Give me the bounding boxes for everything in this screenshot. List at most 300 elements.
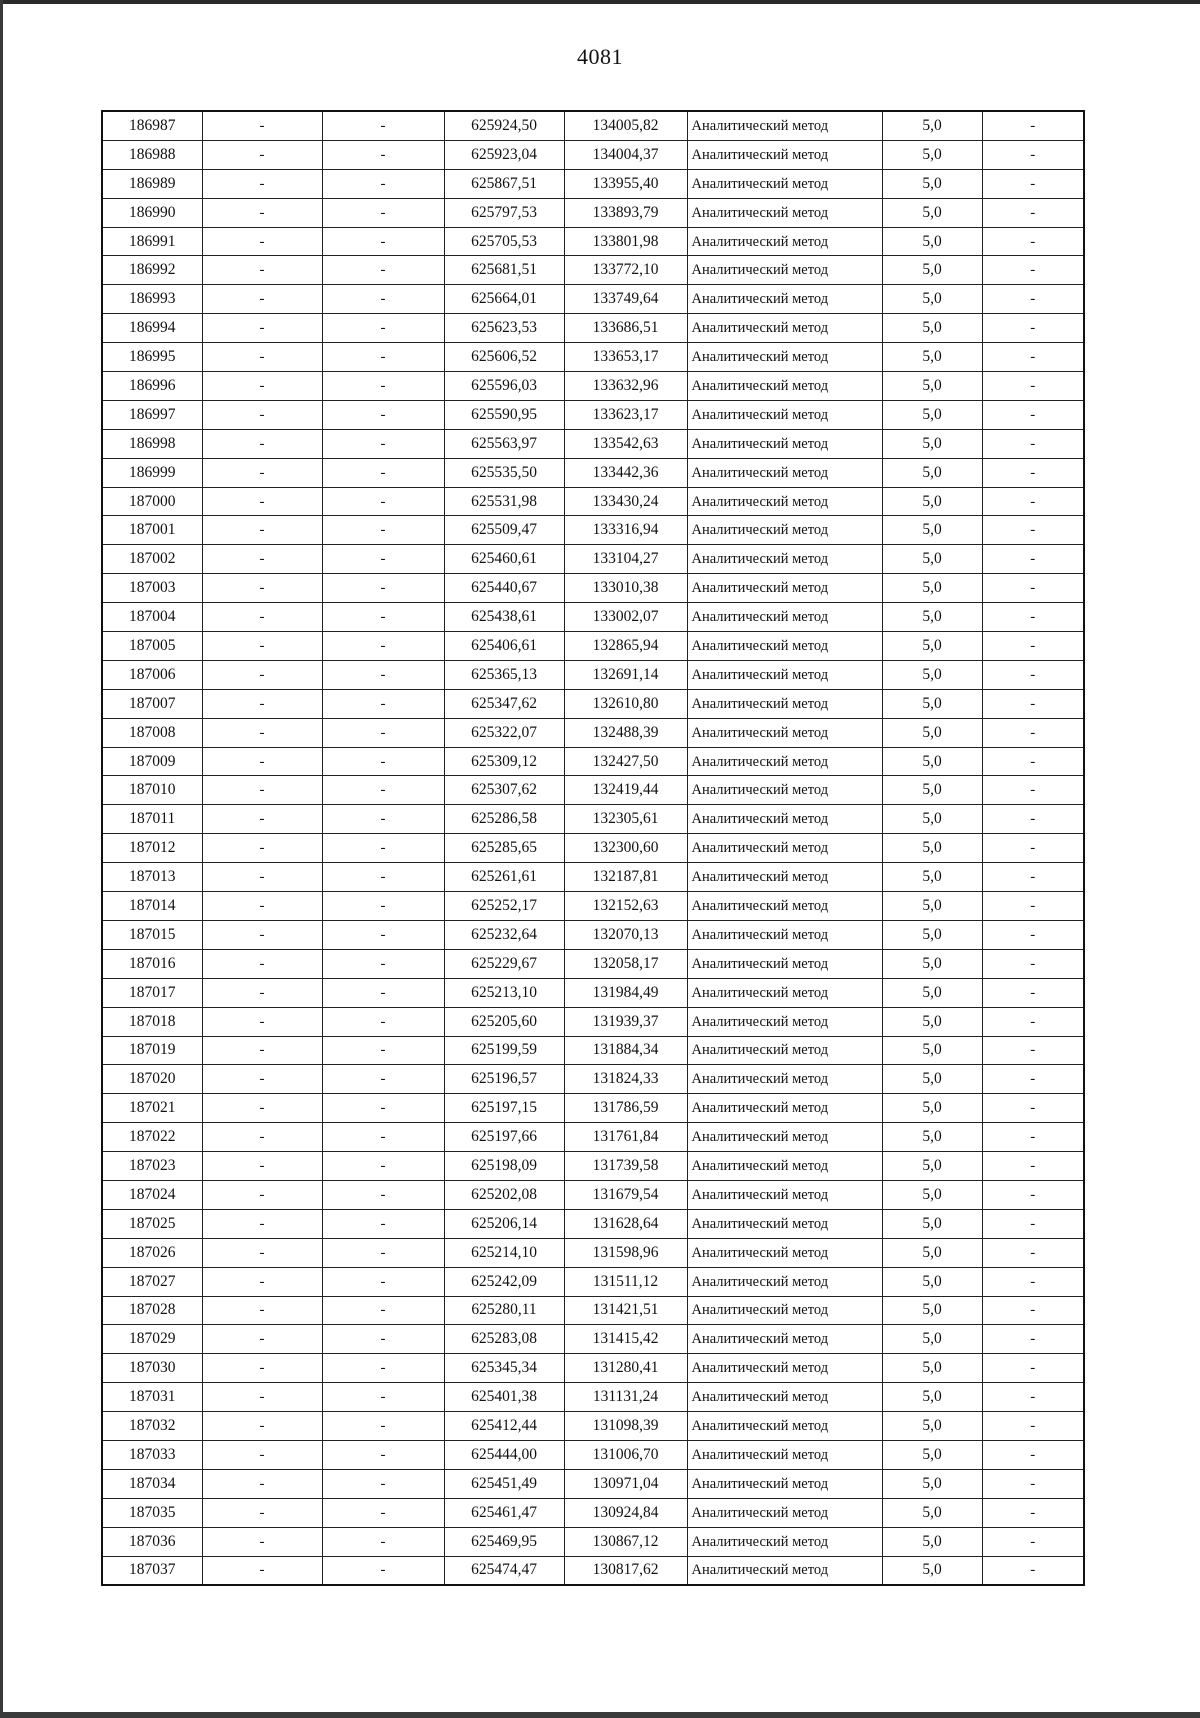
table-row xyxy=(102,314,1084,343)
accuracy-cell: 5,0 xyxy=(882,1383,982,1412)
col3-cell: - xyxy=(322,458,444,487)
col8-cell: - xyxy=(982,314,1084,343)
x-coordinate-cell: 625681,51 xyxy=(444,256,564,285)
col8-cell: - xyxy=(982,1325,1084,1354)
table-row xyxy=(102,1123,1084,1152)
table-row xyxy=(102,458,1084,487)
accuracy-cell: 5,0 xyxy=(882,574,982,603)
table-row xyxy=(102,1152,1084,1181)
y-coordinate-cell: 132419,44 xyxy=(564,776,687,805)
accuracy-cell: 5,0 xyxy=(882,314,982,343)
table-row xyxy=(102,1180,1084,1209)
x-coordinate-cell: 625461,47 xyxy=(444,1498,564,1527)
table-row xyxy=(102,487,1084,516)
point-number-cell: 187027 xyxy=(102,1267,202,1296)
y-coordinate-cell: 133104,27 xyxy=(564,545,687,574)
accuracy-cell: 5,0 xyxy=(882,978,982,1007)
point-number-cell: 187017 xyxy=(102,978,202,1007)
table-row xyxy=(102,256,1084,285)
col2-cell: - xyxy=(202,1238,322,1267)
point-number-cell: 187000 xyxy=(102,487,202,516)
col8-cell: - xyxy=(982,1383,1084,1412)
col2-cell: - xyxy=(202,689,322,718)
x-coordinate-cell: 625509,47 xyxy=(444,516,564,545)
method-cell: Аналитический метод xyxy=(687,632,882,661)
y-coordinate-cell: 133316,94 xyxy=(564,516,687,545)
col2-cell: - xyxy=(202,1354,322,1383)
col3-cell: - xyxy=(322,834,444,863)
method-cell: Аналитический метод xyxy=(687,834,882,863)
col8-cell: - xyxy=(982,256,1084,285)
col8-cell: - xyxy=(982,111,1084,140)
method-cell: Аналитический метод xyxy=(687,1498,882,1527)
point-number-cell: 187031 xyxy=(102,1383,202,1412)
point-number-cell: 186998 xyxy=(102,429,202,458)
method-cell: Аналитический метод xyxy=(687,747,882,776)
x-coordinate-cell: 625252,17 xyxy=(444,892,564,921)
table-row xyxy=(102,343,1084,372)
x-coordinate-cell: 625797,53 xyxy=(444,198,564,227)
method-cell: Аналитический метод xyxy=(687,400,882,429)
y-coordinate-cell: 131786,59 xyxy=(564,1094,687,1123)
col2-cell: - xyxy=(202,949,322,978)
y-coordinate-cell: 132305,61 xyxy=(564,805,687,834)
x-coordinate-cell: 625531,98 xyxy=(444,487,564,516)
y-coordinate-cell: 132152,63 xyxy=(564,892,687,921)
table-row xyxy=(102,545,1084,574)
method-cell: Аналитический метод xyxy=(687,1180,882,1209)
accuracy-cell: 5,0 xyxy=(882,1065,982,1094)
accuracy-cell: 5,0 xyxy=(882,660,982,689)
accuracy-cell: 5,0 xyxy=(882,1498,982,1527)
col2-cell: - xyxy=(202,805,322,834)
point-number-cell: 187006 xyxy=(102,660,202,689)
x-coordinate-cell: 625347,62 xyxy=(444,689,564,718)
point-number-cell: 187014 xyxy=(102,892,202,921)
point-number-cell: 187024 xyxy=(102,1180,202,1209)
col8-cell: - xyxy=(982,516,1084,545)
method-cell: Аналитический метод xyxy=(687,285,882,314)
col2-cell: - xyxy=(202,1527,322,1556)
y-coordinate-cell: 132300,60 xyxy=(564,834,687,863)
point-number-cell: 186992 xyxy=(102,256,202,285)
method-cell: Аналитический метод xyxy=(687,718,882,747)
point-number-cell: 187004 xyxy=(102,603,202,632)
x-coordinate-cell: 625283,08 xyxy=(444,1325,564,1354)
x-coordinate-cell: 625664,01 xyxy=(444,285,564,314)
accuracy-cell: 5,0 xyxy=(882,920,982,949)
col8-cell: - xyxy=(982,400,1084,429)
x-coordinate-cell: 625705,53 xyxy=(444,227,564,256)
col3-cell: - xyxy=(322,1007,444,1036)
point-number-cell: 187020 xyxy=(102,1065,202,1094)
table-row xyxy=(102,1238,1084,1267)
x-coordinate-cell: 625444,00 xyxy=(444,1440,564,1469)
col2-cell: - xyxy=(202,1036,322,1065)
col3-cell: - xyxy=(322,978,444,1007)
y-coordinate-cell: 131628,64 xyxy=(564,1209,687,1238)
table-row xyxy=(102,1296,1084,1325)
point-number-cell: 187034 xyxy=(102,1469,202,1498)
col8-cell: - xyxy=(982,1527,1084,1556)
accuracy-cell: 5,0 xyxy=(882,1123,982,1152)
col2-cell: - xyxy=(202,892,322,921)
x-coordinate-cell: 625213,10 xyxy=(444,978,564,1007)
point-number-cell: 187021 xyxy=(102,1094,202,1123)
x-coordinate-cell: 625307,62 xyxy=(444,776,564,805)
col3-cell: - xyxy=(322,1123,444,1152)
col8-cell: - xyxy=(982,776,1084,805)
col3-cell: - xyxy=(322,1440,444,1469)
accuracy-cell: 5,0 xyxy=(882,198,982,227)
y-coordinate-cell: 132691,14 xyxy=(564,660,687,689)
col8-cell: - xyxy=(982,487,1084,516)
point-number-cell: 187030 xyxy=(102,1354,202,1383)
col2-cell: - xyxy=(202,834,322,863)
method-cell: Аналитический метод xyxy=(687,1094,882,1123)
col3-cell: - xyxy=(322,227,444,256)
col2-cell: - xyxy=(202,1209,322,1238)
table-row xyxy=(102,1007,1084,1036)
col8-cell: - xyxy=(982,198,1084,227)
y-coordinate-cell: 133772,10 xyxy=(564,256,687,285)
table-row xyxy=(102,1440,1084,1469)
col8-cell: - xyxy=(982,1354,1084,1383)
col8-cell: - xyxy=(982,920,1084,949)
method-cell: Аналитический метод xyxy=(687,1036,882,1065)
x-coordinate-cell: 625214,10 xyxy=(444,1238,564,1267)
table-row xyxy=(102,400,1084,429)
accuracy-cell: 5,0 xyxy=(882,545,982,574)
method-cell: Аналитический метод xyxy=(687,1527,882,1556)
col3-cell: - xyxy=(322,660,444,689)
y-coordinate-cell: 130924,84 xyxy=(564,1498,687,1527)
table-row xyxy=(102,1325,1084,1354)
col8-cell: - xyxy=(982,892,1084,921)
method-cell: Аналитический метод xyxy=(687,169,882,198)
y-coordinate-cell: 133653,17 xyxy=(564,343,687,372)
method-cell: Аналитический метод xyxy=(687,372,882,401)
accuracy-cell: 5,0 xyxy=(882,805,982,834)
col2-cell: - xyxy=(202,516,322,545)
col2-cell: - xyxy=(202,978,322,1007)
col2-cell: - xyxy=(202,285,322,314)
col2-cell: - xyxy=(202,458,322,487)
col8-cell: - xyxy=(982,372,1084,401)
x-coordinate-cell: 625923,04 xyxy=(444,140,564,169)
col8-cell: - xyxy=(982,949,1084,978)
table-row xyxy=(102,1065,1084,1094)
method-cell: Аналитический метод xyxy=(687,458,882,487)
col2-cell: - xyxy=(202,574,322,603)
point-number-cell: 187029 xyxy=(102,1325,202,1354)
col2-cell: - xyxy=(202,140,322,169)
col3-cell: - xyxy=(322,1152,444,1181)
method-cell: Аналитический метод xyxy=(687,516,882,545)
x-coordinate-cell: 625596,03 xyxy=(444,372,564,401)
x-coordinate-cell: 625309,12 xyxy=(444,747,564,776)
col2-cell: - xyxy=(202,227,322,256)
col2-cell: - xyxy=(202,1556,322,1585)
col8-cell: - xyxy=(982,545,1084,574)
table-row xyxy=(102,227,1084,256)
point-number-cell: 186987 xyxy=(102,111,202,140)
col8-cell: - xyxy=(982,1498,1084,1527)
table-row xyxy=(102,660,1084,689)
table-row xyxy=(102,1527,1084,1556)
table-row xyxy=(102,1094,1084,1123)
accuracy-cell: 5,0 xyxy=(882,718,982,747)
accuracy-cell: 5,0 xyxy=(882,1556,982,1585)
table-row xyxy=(102,429,1084,458)
accuracy-cell: 5,0 xyxy=(882,343,982,372)
method-cell: Аналитический метод xyxy=(687,429,882,458)
col2-cell: - xyxy=(202,429,322,458)
col8-cell: - xyxy=(982,805,1084,834)
x-coordinate-cell: 625345,34 xyxy=(444,1354,564,1383)
y-coordinate-cell: 131280,41 xyxy=(564,1354,687,1383)
method-cell: Аналитический метод xyxy=(687,1238,882,1267)
point-number-cell: 187008 xyxy=(102,718,202,747)
point-number-cell: 187015 xyxy=(102,920,202,949)
x-coordinate-cell: 625197,66 xyxy=(444,1123,564,1152)
col8-cell: - xyxy=(982,458,1084,487)
col3-cell: - xyxy=(322,256,444,285)
col3-cell: - xyxy=(322,863,444,892)
point-number-cell: 186990 xyxy=(102,198,202,227)
col3-cell: - xyxy=(322,920,444,949)
col3-cell: - xyxy=(322,429,444,458)
col2-cell: - xyxy=(202,1094,322,1123)
accuracy-cell: 5,0 xyxy=(882,949,982,978)
table-row xyxy=(102,285,1084,314)
x-coordinate-cell: 625412,44 xyxy=(444,1412,564,1441)
y-coordinate-cell: 132610,80 xyxy=(564,689,687,718)
col2-cell: - xyxy=(202,1325,322,1354)
point-number-cell: 186995 xyxy=(102,343,202,372)
y-coordinate-cell: 132070,13 xyxy=(564,920,687,949)
y-coordinate-cell: 131739,58 xyxy=(564,1152,687,1181)
y-coordinate-cell: 132187,81 xyxy=(564,863,687,892)
col2-cell: - xyxy=(202,1267,322,1296)
col3-cell: - xyxy=(322,1267,444,1296)
y-coordinate-cell: 130971,04 xyxy=(564,1469,687,1498)
y-coordinate-cell: 134005,82 xyxy=(564,111,687,140)
col8-cell: - xyxy=(982,632,1084,661)
coordinates-table xyxy=(101,110,1085,1586)
col2-cell: - xyxy=(202,1296,322,1325)
table-row xyxy=(102,1267,1084,1296)
col8-cell: - xyxy=(982,1296,1084,1325)
y-coordinate-cell: 133542,63 xyxy=(564,429,687,458)
y-coordinate-cell: 131131,24 xyxy=(564,1383,687,1412)
method-cell: Аналитический метод xyxy=(687,198,882,227)
x-coordinate-cell: 625365,13 xyxy=(444,660,564,689)
accuracy-cell: 5,0 xyxy=(882,285,982,314)
col8-cell: - xyxy=(982,285,1084,314)
col3-cell: - xyxy=(322,1498,444,1527)
col8-cell: - xyxy=(982,689,1084,718)
method-cell: Аналитический метод xyxy=(687,140,882,169)
col8-cell: - xyxy=(982,1065,1084,1094)
x-coordinate-cell: 625206,14 xyxy=(444,1209,564,1238)
accuracy-cell: 5,0 xyxy=(882,1209,982,1238)
method-cell: Аналитический метод xyxy=(687,603,882,632)
point-number-cell: 186999 xyxy=(102,458,202,487)
col3-cell: - xyxy=(322,1383,444,1412)
page-number: 4081 xyxy=(577,44,623,69)
x-coordinate-cell: 625197,15 xyxy=(444,1094,564,1123)
accuracy-cell: 5,0 xyxy=(882,1527,982,1556)
method-cell: Аналитический метод xyxy=(687,805,882,834)
y-coordinate-cell: 133623,17 xyxy=(564,400,687,429)
accuracy-cell: 5,0 xyxy=(882,256,982,285)
accuracy-cell: 5,0 xyxy=(882,227,982,256)
point-number-cell: 187010 xyxy=(102,776,202,805)
point-number-cell: 186994 xyxy=(102,314,202,343)
x-coordinate-cell: 625280,11 xyxy=(444,1296,564,1325)
method-cell: Аналитический метод xyxy=(687,314,882,343)
col2-cell: - xyxy=(202,1412,322,1441)
x-coordinate-cell: 625401,38 xyxy=(444,1383,564,1412)
accuracy-cell: 5,0 xyxy=(882,140,982,169)
col8-cell: - xyxy=(982,343,1084,372)
accuracy-cell: 5,0 xyxy=(882,892,982,921)
method-cell: Аналитический метод xyxy=(687,111,882,140)
table-row xyxy=(102,1556,1084,1585)
x-coordinate-cell: 625440,67 xyxy=(444,574,564,603)
method-cell: Аналитический метод xyxy=(687,660,882,689)
page-edge-left xyxy=(0,0,3,1718)
col8-cell: - xyxy=(982,603,1084,632)
x-coordinate-cell: 625474,47 xyxy=(444,1556,564,1585)
accuracy-cell: 5,0 xyxy=(882,111,982,140)
col3-cell: - xyxy=(322,892,444,921)
col3-cell: - xyxy=(322,545,444,574)
method-cell: Аналитический метод xyxy=(687,1383,882,1412)
col3-cell: - xyxy=(322,632,444,661)
method-cell: Аналитический метод xyxy=(687,256,882,285)
x-coordinate-cell: 625451,49 xyxy=(444,1469,564,1498)
col8-cell: - xyxy=(982,1007,1084,1036)
y-coordinate-cell: 134004,37 xyxy=(564,140,687,169)
point-number-cell: 187022 xyxy=(102,1123,202,1152)
table-row xyxy=(102,1036,1084,1065)
col8-cell: - xyxy=(982,1412,1084,1441)
col3-cell: - xyxy=(322,1209,444,1238)
y-coordinate-cell: 133749,64 xyxy=(564,285,687,314)
point-number-cell: 187018 xyxy=(102,1007,202,1036)
col3-cell: - xyxy=(322,372,444,401)
point-number-cell: 186991 xyxy=(102,227,202,256)
col2-cell: - xyxy=(202,111,322,140)
col2-cell: - xyxy=(202,1152,322,1181)
col3-cell: - xyxy=(322,1065,444,1094)
point-number-cell: 187026 xyxy=(102,1238,202,1267)
col2-cell: - xyxy=(202,1180,322,1209)
point-number-cell: 187011 xyxy=(102,805,202,834)
col2-cell: - xyxy=(202,718,322,747)
col2-cell: - xyxy=(202,400,322,429)
table-row xyxy=(102,920,1084,949)
y-coordinate-cell: 133002,07 xyxy=(564,603,687,632)
col3-cell: - xyxy=(322,1036,444,1065)
method-cell: Аналитический метод xyxy=(687,689,882,718)
method-cell: Аналитический метод xyxy=(687,1267,882,1296)
x-coordinate-cell: 625606,52 xyxy=(444,343,564,372)
col8-cell: - xyxy=(982,140,1084,169)
col2-cell: - xyxy=(202,1469,322,1498)
col2-cell: - xyxy=(202,545,322,574)
col8-cell: - xyxy=(982,574,1084,603)
point-number-cell: 186993 xyxy=(102,285,202,314)
point-number-cell: 187016 xyxy=(102,949,202,978)
col2-cell: - xyxy=(202,747,322,776)
table-row xyxy=(102,834,1084,863)
x-coordinate-cell: 625199,59 xyxy=(444,1036,564,1065)
col3-cell: - xyxy=(322,805,444,834)
y-coordinate-cell: 133686,51 xyxy=(564,314,687,343)
accuracy-cell: 5,0 xyxy=(882,487,982,516)
accuracy-cell: 5,0 xyxy=(882,1354,982,1383)
accuracy-cell: 5,0 xyxy=(882,603,982,632)
x-coordinate-cell: 625924,50 xyxy=(444,111,564,140)
accuracy-cell: 5,0 xyxy=(882,372,982,401)
col8-cell: - xyxy=(982,1094,1084,1123)
col3-cell: - xyxy=(322,140,444,169)
x-coordinate-cell: 625460,61 xyxy=(444,545,564,574)
accuracy-cell: 5,0 xyxy=(882,1412,982,1441)
accuracy-cell: 5,0 xyxy=(882,1267,982,1296)
page-edge-top xyxy=(0,0,1200,4)
table-row xyxy=(102,574,1084,603)
table-row xyxy=(102,140,1084,169)
col8-cell: - xyxy=(982,1209,1084,1238)
point-number-cell: 187012 xyxy=(102,834,202,863)
point-number-cell: 187007 xyxy=(102,689,202,718)
y-coordinate-cell: 131006,70 xyxy=(564,1440,687,1469)
col2-cell: - xyxy=(202,256,322,285)
table-row xyxy=(102,718,1084,747)
col8-cell: - xyxy=(982,1469,1084,1498)
accuracy-cell: 5,0 xyxy=(882,747,982,776)
table-row xyxy=(102,892,1084,921)
table-row xyxy=(102,169,1084,198)
col2-cell: - xyxy=(202,487,322,516)
col8-cell: - xyxy=(982,169,1084,198)
point-number-cell: 187019 xyxy=(102,1036,202,1065)
y-coordinate-cell: 132865,94 xyxy=(564,632,687,661)
col3-cell: - xyxy=(322,314,444,343)
method-cell: Аналитический метод xyxy=(687,920,882,949)
table-row xyxy=(102,603,1084,632)
method-cell: Аналитический метод xyxy=(687,545,882,574)
col2-cell: - xyxy=(202,1065,322,1094)
col3-cell: - xyxy=(322,198,444,227)
table-row xyxy=(102,1469,1084,1498)
method-cell: Аналитический метод xyxy=(687,1412,882,1441)
point-number-cell: 187036 xyxy=(102,1527,202,1556)
y-coordinate-cell: 131761,84 xyxy=(564,1123,687,1152)
method-cell: Аналитический метод xyxy=(687,1440,882,1469)
x-coordinate-cell: 625867,51 xyxy=(444,169,564,198)
y-coordinate-cell: 132058,17 xyxy=(564,949,687,978)
table-row xyxy=(102,689,1084,718)
col8-cell: - xyxy=(982,978,1084,1007)
col3-cell: - xyxy=(322,285,444,314)
col3-cell: - xyxy=(322,1325,444,1354)
accuracy-cell: 5,0 xyxy=(882,1094,982,1123)
